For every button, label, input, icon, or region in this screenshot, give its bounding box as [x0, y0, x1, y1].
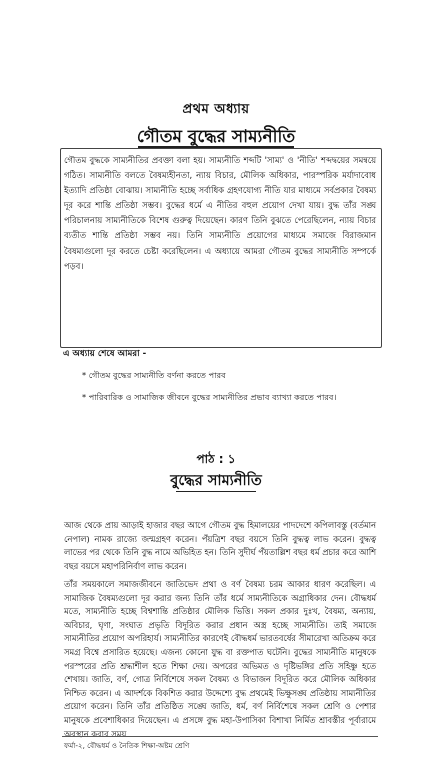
- lesson-paragraph-2: তাঁর সময়কালে সমাজজীবনে জাতিভেদ প্রথা ও বর্ণ বৈষম্য চরম আকার ধারণ করেছিল। এ সামাজিক বৈষম্যগুলো দূর করার জন্য তিনি তাঁর ধর্মে সাম্যনীতিকে অগ্রাধিকার দেন। বৌদ্ধধর্ম মতে, সাম্যনীতি হচ্ছে বিশ্বশান্তি প্রতিষ্ঠার মৌলিক ভিত্তি। সকল প্রকার দুঃখ, বৈষম্য, অন্যায়, অবিচার, ঘৃণা, সংঘাত প্রভৃতি বিদূরিত করার প্রধান অস্ত্র হচ্ছে সাম্যনীতি। তাই সমাজে সাম্যনীতির প্রয়োগ অপরিহার্য। সাম্যনীতির কারণেই বৌদ্ধধর্ম ভারতবর্ষের সীমারেখা অতিক্রম করে সমগ্র বিশ্বে প্রসারিত হয়েছে। এজন্য কোনো যুদ্ধ বা রক্তপাত ঘটেনি। বুদ্ধের সাম্যনীতি মানুষকে পরস্পরের প্রতি শ্রদ্ধাশীল হতে শিক্ষা দেয়। অপরের অভিমত ও দৃষ্টিভঙ্গির প্রতি সহিষ্ণু হতে শেখায়। জাতি, বর্ণ, গোত্র নির্বিশেষে সকল বৈষম্য ও বিভাজন বিদূরিত করে মৌলিক অধিকার নিশ্চিত করেন। এ আদর্শকে বিকশিত করার উদ্দেশ্যে বুদ্ধ প্রথমেই ভিক্ষুসঙ্ঘ প্রতিষ্ঠায় সাম্যনীতির প্রয়োগ করেন। তিনি তাঁর প্রতিষ্ঠিত সঙ্ঘে জাতি, ধর্ম, বর্ণ নির্বিশেষে সকল শ্রেণি ও পেশার মানুষকে প্রবেশাধিকার দিয়েছেন। এ প্রসঙ্গে বুদ্ধ মহা-উপাসিকা বিশাখা নির্মিত শ্রাবস্তীর পূর্বারামে অবস্থান করার সময়: [64, 579, 376, 739]
- lesson-title-underline: [176, 491, 256, 492]
- objective-item: * গৌতম বুদ্ধের সাম্যনীতি বর্ণনা করতে পারব: [82, 370, 226, 380]
- footer-text: ফর্মা-২, বৌদ্ধধর্ম ও নৈতিক শিক্ষা-অষ্টম শ্রেণি: [64, 741, 190, 750]
- objectives-heading: এ অধ্যায় শেষে আমরা -: [63, 349, 147, 359]
- footer-divider: [62, 736, 378, 737]
- lesson-paragraph-1: আজ থেকে প্রায় আড়াই হাজার বছর আগে গৌতম বুদ্ধ হিমালয়ের পাদদেশে কপিলাবস্তু (বর্তমান নেপাল) নামক রাজ্যে জন্মগ্রহণ করেন। পঁয়ত্রিশ বছর বয়সে তিনি বুদ্ধত্ব লাভ করেন। বুদ্ধত্ব লাভের পর থেকে তিনি বুদ্ধ নামে অভিহিত হন। তিনি সুদীর্ঘ পঁয়তাল্লিশ বছর ধর্ম প্রচার করে আশি বছর বয়সে মহাপরিনির্বাণ লাভ করেন।: [64, 520, 376, 571]
- lesson-number: পাঠ : ১: [196, 452, 236, 466]
- lesson-title: বুদ্ধের সাম্যনীতি: [170, 473, 262, 489]
- objective-item: * পারিবারিক ও সামাজিক জীবনে বুদ্ধের সাম্যনীতির প্রভাব ব্যাখ্যা করতে পারব।: [82, 392, 337, 402]
- chapter-title: গৌতম বুদ্ধের সাম্যনীতি: [136, 127, 296, 147]
- intro-paragraph: গৌতম বুদ্ধকে সাম্যনীতির প্রবক্তা বলা হয়। সাম্যনীতি শব্দটি 'সাম্য' ও 'নীতি' শব্দদ্বয়ের সমন্বয়ে গঠিত। সাম্যনীতি বলতে বৈষম্যহীনতা, ন্যায় বিচার, মৌলিক অধিকার, পারস্পরিক মর্যাদাবোধ ইত্যাদি প্রতিষ্ঠা বোঝায়। সাম্যনীতি হচ্ছে সর্বাধিক গ্রহণযোগ্য নীতি যার মাধ্যমে সর্বপ্রকার বৈষম্য দূর করে শান্তি প্রতিষ্ঠা সম্ভব। বুদ্ধের ধর্মে এ নীতির বহুল প্রয়োগ দেখা যায়। বুদ্ধ তাঁর সঙ্ঘ পরিচালনায় সাম্যনীতিকে বিশেষ গুরুত্ব দিয়েছেন। কারণ তিনি বুঝতে পেরেছিলেন, ন্যায় বিচার ব্যতীত শান্তি প্রতিষ্ঠা সম্ভব নয়। তিনি সাম্যনীতি প্রয়োগের মাধ্যমে সমাজে বিরাজমান বৈষম্যগুলো দূর করতে চেষ্টা করেছিলেন। এ অধ্যায়ে আমরা গৌতম বুদ্ধের সাম্যনীতি সম্পর্কে পড়ব।: [64, 155, 376, 271]
- chapter-label: প্রথম অধ্যায়: [182, 102, 250, 117]
